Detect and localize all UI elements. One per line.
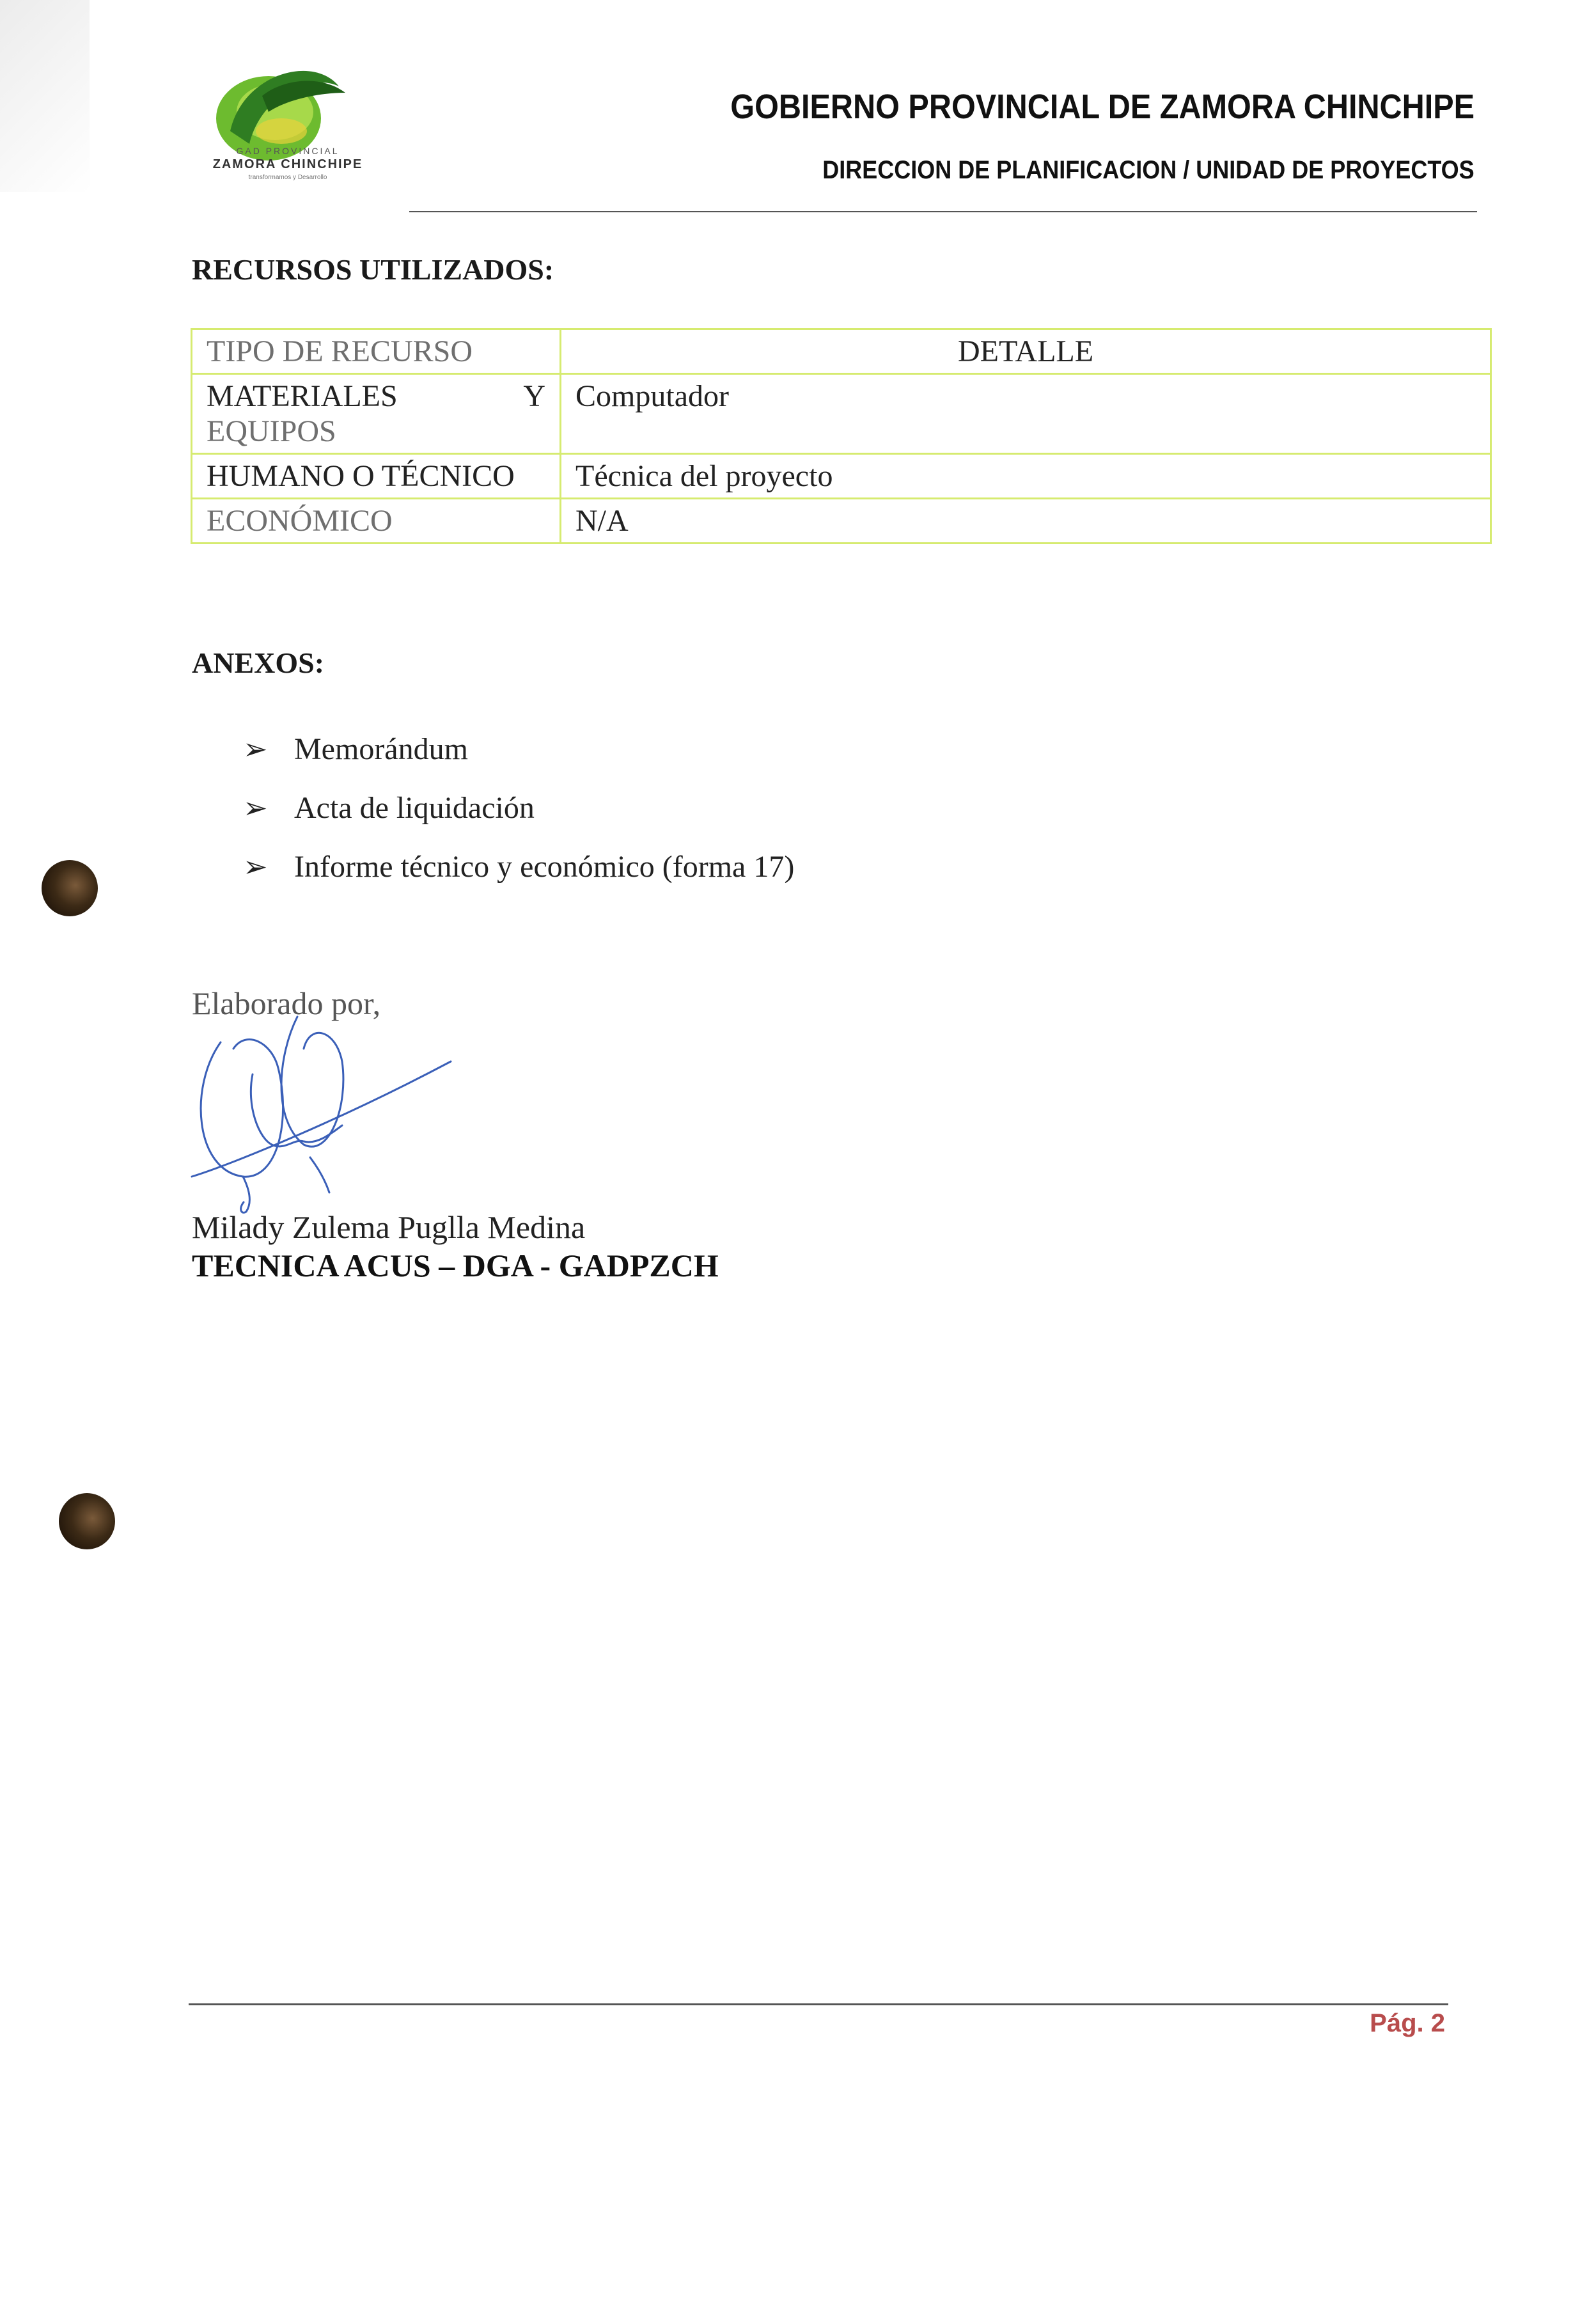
column-header-type: TIPO DE RECURSO bbox=[192, 329, 561, 374]
column-header-detail: DETALLE bbox=[561, 329, 1491, 374]
table-row bbox=[192, 499, 1491, 544]
resource-detail-cell: Computador bbox=[561, 374, 1491, 454]
table-header-row bbox=[192, 329, 1491, 374]
resource-type-cell: HUMANO O TÉCNICO bbox=[192, 454, 561, 499]
resource-type-line bbox=[207, 379, 545, 414]
page-number: Pág. 2 bbox=[1370, 2009, 1445, 2037]
logo-line-province: ZAMORA CHINCHIPE bbox=[212, 157, 363, 171]
annex-label: Acta de liquidación bbox=[294, 790, 535, 825]
footer-divider bbox=[189, 2003, 1448, 2005]
annexes-list bbox=[243, 719, 794, 896]
resource-type-cell: ECONÓMICO bbox=[192, 499, 561, 544]
resource-type-conjunction: Y bbox=[523, 379, 545, 413]
punch-hole bbox=[42, 860, 98, 916]
list-item bbox=[243, 719, 794, 778]
header-subtitle: DIRECCION DE PLANIFICACION / UNIDAD DE PROYECTOS bbox=[822, 156, 1475, 184]
signer-role: TECNICA ACUS – DGA - GADPZCH bbox=[192, 1248, 719, 1283]
arrow-bullet-icon: ➢ bbox=[243, 790, 268, 825]
table-row bbox=[192, 374, 1491, 454]
resources-table bbox=[191, 328, 1492, 544]
logo-line-tagline: transformamos y Desarrollo bbox=[248, 174, 327, 181]
annex-label: Memorándum bbox=[294, 732, 468, 766]
prepared-by-label: Elaborado por, bbox=[192, 985, 381, 1021]
handwritten-signature bbox=[182, 991, 470, 1234]
resource-detail-cell: Técnica del proyecto bbox=[561, 454, 1491, 499]
page-edge-shadow bbox=[0, 0, 90, 192]
resources-heading: RECURSOS UTILIZADOS: bbox=[192, 253, 554, 286]
resource-type-label-continued: EQUIPOS bbox=[207, 414, 336, 448]
table-row bbox=[192, 454, 1491, 499]
resource-type-cell bbox=[192, 374, 561, 454]
list-item bbox=[243, 837, 794, 896]
arrow-bullet-icon: ➢ bbox=[243, 732, 268, 766]
header-divider bbox=[409, 211, 1477, 212]
header-title: GOBIERNO PROVINCIAL DE ZAMORA CHINCHIPE bbox=[730, 88, 1475, 126]
arrow-bullet-icon: ➢ bbox=[243, 849, 268, 884]
annexes-heading: ANEXOS: bbox=[192, 646, 325, 679]
list-item bbox=[243, 778, 794, 837]
punch-hole bbox=[59, 1493, 115, 1549]
signer-name: Milady Zulema Puglla Medina bbox=[192, 1209, 586, 1245]
annex-label: Informe técnico y económico (forma 17) bbox=[294, 849, 795, 884]
logo-line-gad: GAD PROVINCIAL bbox=[236, 146, 340, 156]
resource-detail-cell: N/A bbox=[561, 499, 1491, 544]
resource-type-label: MATERIALES bbox=[207, 379, 398, 413]
